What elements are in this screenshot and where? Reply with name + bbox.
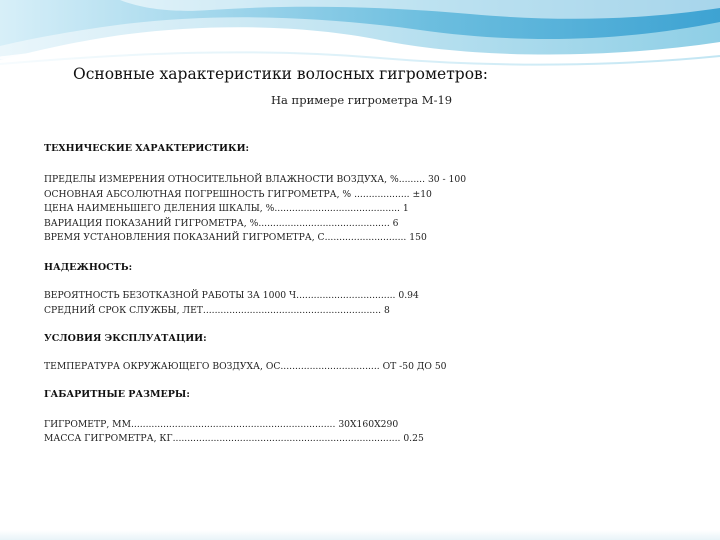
spec-line: СРЕДНИЙ СРОК СЛУЖБЫ, ЛЕТ............................................................. 8 — [44, 305, 390, 316]
spec-line: ПРЕДЕЛЫ ИЗМЕРЕНИЯ ОТНОСИТЕЛЬНОЙ ВЛАЖНОСТИ ВОЗДУХА, %......... 30 - 100 — [44, 174, 467, 185]
slide-subtitle: На примере гигрометра М-19 — [271, 93, 453, 107]
decorative-bottom-band — [0, 530, 720, 540]
section-heading: УСЛОВИЯ ЭКСПЛУАТАЦИИ: — [44, 333, 207, 344]
spec-line: МАССА ГИГРОМЕТРА, КГ.............................................................................. 0.25 — [44, 433, 424, 444]
section-heading: ТЕХНИЧЕСКИЕ ХАРАКТЕРИСТИКИ: — [44, 143, 250, 154]
section-heading: ГАБАРИТНЫЕ РАЗМЕРЫ: — [44, 389, 190, 400]
spec-line: ЦЕНА НАИМЕНЬШЕГО ДЕЛЕНИЯ ШКАЛЫ, %........................................... 1 — [44, 203, 409, 214]
slide-title: Основные характеристики волосных гигрометров: — [73, 65, 488, 83]
spec-line: ГИГРОМЕТР, ММ...................................................................... 30Х160Х290 — [44, 419, 399, 430]
spec-line: ТЕМПЕРАТУРА ОКРУЖАЮЩЕГО ВОЗДУХА, ОС.................................. ОТ -50 ДО 50 — [44, 361, 447, 372]
spec-line: ВРЕМЯ УСТАНОВЛЕНИЯ ПОКАЗАНИЙ ГИГРОМЕТРА, С............................ 150 — [44, 232, 427, 243]
spec-line: ВАРИАЦИЯ ПОКАЗАНИЙ ГИГРОМЕТРА, %............................................. 6 — [44, 218, 399, 229]
spec-line: ВЕРОЯТНОСТЬ БЕЗОТКАЗНОЙ РАБОТЫ ЗА 1000 Ч.................................. 0.94 — [44, 290, 419, 301]
spec-line: ОСНОВНАЯ АБСОЛЮТНАЯ ПОГРЕШНОСТЬ ГИГРОМЕТРА, % ................... ±10 — [44, 189, 432, 200]
section-heading: НАДЕЖНОСТЬ: — [44, 262, 133, 273]
